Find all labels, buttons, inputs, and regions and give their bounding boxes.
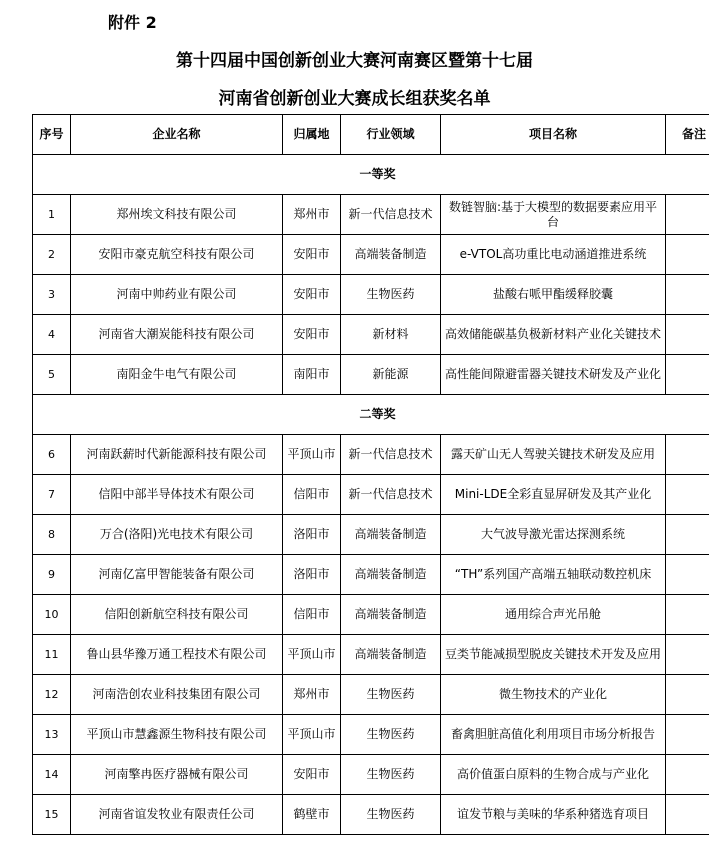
- cell-no: 10: [33, 595, 71, 635]
- section-row: [33, 395, 709, 435]
- cell-industry: 生物医药: [341, 275, 441, 315]
- header-industry: 行业领域: [341, 115, 441, 155]
- cell-industry: 生物医药: [341, 715, 441, 755]
- table-row: [33, 715, 709, 755]
- header-remark: 备注: [666, 115, 709, 155]
- table-row: [33, 315, 709, 355]
- cell-no: 14: [33, 755, 71, 795]
- cell-project: 盐酸右哌甲酯缓释胶囊: [441, 275, 666, 315]
- header-row: [33, 115, 709, 155]
- cell-no: 4: [33, 315, 71, 355]
- cell-location: 南阳市: [283, 355, 341, 395]
- cell-location: 洛阳市: [283, 515, 341, 555]
- cell-no: 6: [33, 435, 71, 475]
- cell-remark: [666, 435, 709, 475]
- cell-industry: 新一代信息技术: [341, 435, 441, 475]
- cell-industry: 新一代信息技术: [341, 475, 441, 515]
- cell-industry: 新能源: [341, 355, 441, 395]
- cell-remark: [666, 675, 709, 715]
- cell-remark: [666, 555, 709, 595]
- cell-no: 13: [33, 715, 71, 755]
- title-line-2: 河南省创新创业大赛成长组获奖名单: [218, 89, 491, 109]
- cell-industry: 高端装备制造: [341, 635, 441, 675]
- table-row: [33, 435, 709, 475]
- cell-remark: [666, 715, 709, 755]
- cell-location: 郑州市: [283, 195, 341, 235]
- cell-company: 河南擎冉医疗器械有限公司: [71, 755, 283, 795]
- cell-remark: [666, 635, 709, 675]
- cell-location: 信阳市: [283, 595, 341, 635]
- cell-no: 12: [33, 675, 71, 715]
- cell-industry: 高端装备制造: [341, 515, 441, 555]
- cell-industry: 高端装备制造: [341, 595, 441, 635]
- cell-industry: 新一代信息技术: [341, 195, 441, 235]
- table-row: [33, 675, 709, 715]
- cell-company: 信阳创新航空科技有限公司: [71, 595, 283, 635]
- title-line-1: 第十四届中国创新创业大赛河南赛区暨第十七届: [176, 51, 533, 71]
- cell-company: 郑州埃文科技有限公司: [71, 195, 283, 235]
- table-row: [33, 355, 709, 395]
- cell-remark: [666, 315, 709, 355]
- cell-no: 8: [33, 515, 71, 555]
- cell-no: 1: [33, 195, 71, 235]
- cell-project: e-VTOL高功重比电动涵道推进系统: [441, 235, 666, 275]
- section-row: [33, 155, 709, 195]
- cell-remark: [666, 275, 709, 315]
- table-row: [33, 595, 709, 635]
- cell-project: 豆类节能减损型脱皮关键技术开发及应用: [441, 635, 666, 675]
- header-no: 序号: [33, 115, 71, 155]
- table-body: [33, 155, 709, 835]
- cell-company: 河南跃薪时代新能源科技有限公司: [71, 435, 283, 475]
- cell-project: 高性能间隙避雷器关键技术研发及产业化: [441, 355, 666, 395]
- cell-location: 平顶山市: [283, 715, 341, 755]
- cell-no: 7: [33, 475, 71, 515]
- table-row: [33, 555, 709, 595]
- cell-no: 11: [33, 635, 71, 675]
- cell-location: 平顶山市: [283, 435, 341, 475]
- cell-remark: [666, 515, 709, 555]
- cell-location: 洛阳市: [283, 555, 341, 595]
- table-row: [33, 275, 709, 315]
- table-row: [33, 635, 709, 675]
- award-table: [32, 114, 709, 835]
- cell-project: 畜禽胆脏高值化利用项目市场分析报告: [441, 715, 666, 755]
- cell-project: 微生物技术的产业化: [441, 675, 666, 715]
- cell-company: 平顶山市慧鑫源生物科技有限公司: [71, 715, 283, 755]
- table-row: [33, 475, 709, 515]
- cell-no: 2: [33, 235, 71, 275]
- table-row: [33, 795, 709, 835]
- cell-location: 安阳市: [283, 755, 341, 795]
- cell-location: 平顶山市: [283, 635, 341, 675]
- section-title: 二等奖: [33, 395, 709, 435]
- cell-remark: [666, 475, 709, 515]
- cell-no: 3: [33, 275, 71, 315]
- cell-company: 河南中帅药业有限公司: [71, 275, 283, 315]
- table-row: [33, 755, 709, 795]
- cell-company: 鲁山县华豫万通工程技术有限公司: [71, 635, 283, 675]
- cell-remark: [666, 355, 709, 395]
- cell-industry: 高端装备制造: [341, 235, 441, 275]
- cell-industry: 生物医药: [341, 795, 441, 835]
- cell-company: 河南亿富甲智能装备有限公司: [71, 555, 283, 595]
- cell-location: 郑州市: [283, 675, 341, 715]
- cell-no: 15: [33, 795, 71, 835]
- cell-no: 5: [33, 355, 71, 395]
- header-project: 项目名称: [441, 115, 666, 155]
- cell-location: 信阳市: [283, 475, 341, 515]
- header-company: 企业名称: [71, 115, 283, 155]
- cell-industry: 生物医药: [341, 675, 441, 715]
- cell-industry: 高端装备制造: [341, 555, 441, 595]
- cell-no: 9: [33, 555, 71, 595]
- table-row: [33, 235, 709, 275]
- cell-remark: [666, 795, 709, 835]
- cell-company: 信阳中部半导体技术有限公司: [71, 475, 283, 515]
- cell-remark: [666, 235, 709, 275]
- cell-project: 大气波导激光雷达探测系统: [441, 515, 666, 555]
- table-row: [33, 515, 709, 555]
- cell-remark: [666, 755, 709, 795]
- cell-remark: [666, 195, 709, 235]
- cell-project: 高价值蛋白原料的生物合成与产业化: [441, 755, 666, 795]
- section-title: 一等奖: [33, 155, 709, 195]
- cell-project: 数链智脑:基于大模型的数据要素应用平台: [441, 195, 666, 235]
- cell-company: 河南浩创农业科技集团有限公司: [71, 675, 283, 715]
- cell-location: 鹤壁市: [283, 795, 341, 835]
- cell-industry: 生物医药: [341, 755, 441, 795]
- header-location: 归属地: [283, 115, 341, 155]
- cell-company: 万合(洛阳)光电技术有限公司: [71, 515, 283, 555]
- attachment-label: 附件 2: [108, 13, 157, 32]
- cell-project: Mini-LDE全彩直显屏研发及其产业化: [441, 475, 666, 515]
- cell-company: 南阳金牛电气有限公司: [71, 355, 283, 395]
- cell-project: 高效储能碳基负极新材料产业化关键技术: [441, 315, 666, 355]
- cell-industry: 新材料: [341, 315, 441, 355]
- cell-company: 河南省大潮炭能科技有限公司: [71, 315, 283, 355]
- cell-location: 安阳市: [283, 275, 341, 315]
- table-row: [33, 195, 709, 235]
- cell-project: 通用综合声光吊舱: [441, 595, 666, 635]
- cell-project: 露天矿山无人驾驶关键技术研发及应用: [441, 435, 666, 475]
- cell-project: 谊发节粮与美味的华系种猪选育项目: [441, 795, 666, 835]
- cell-remark: [666, 595, 709, 635]
- cell-location: 安阳市: [283, 315, 341, 355]
- cell-company: 安阳市豪克航空科技有限公司: [71, 235, 283, 275]
- cell-location: 安阳市: [283, 235, 341, 275]
- cell-project: “TH”系列国产高端五轴联动数控机床: [441, 555, 666, 595]
- cell-company: 河南省谊发牧业有限责任公司: [71, 795, 283, 835]
